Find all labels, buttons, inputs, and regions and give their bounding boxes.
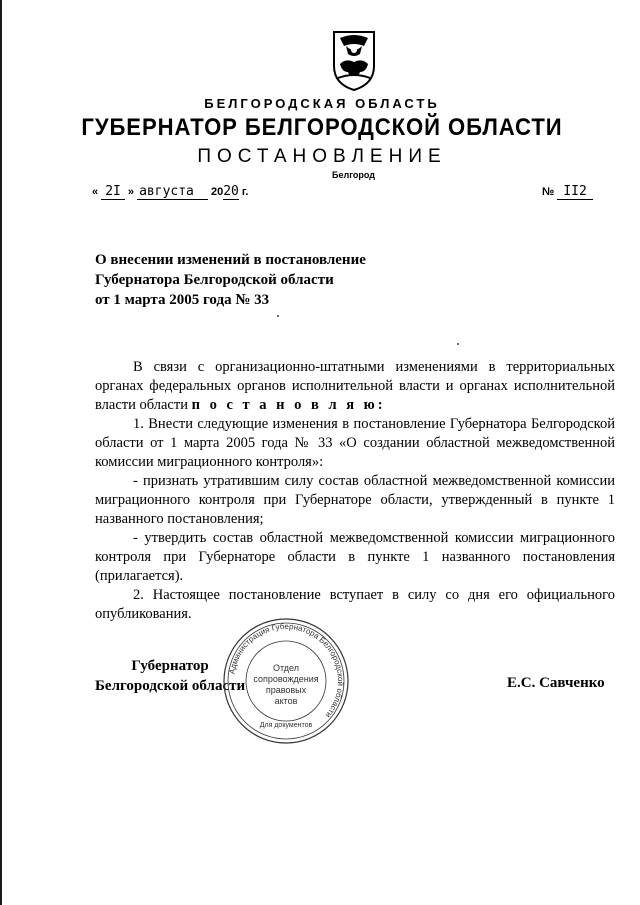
stamp-line-4: актов xyxy=(274,696,298,706)
document-type: ПОСТАНОВЛЕНИЕ xyxy=(197,146,447,167)
stamp-bottom-text: Для документов xyxy=(259,722,313,729)
postanovlyayu: п о с т а н о в л я ю: xyxy=(191,397,386,413)
document-date: « 2I » августа 2020 г. xyxy=(92,184,249,199)
item-1-a: - признать утратившим силу состав областной межведомственной комиссии миграционного контроля при Губернаторе области, утвержденный в пункте 1 названного постановления; xyxy=(95,473,615,527)
item-1: 1. Внести следующие изменения в постановление Губернатора Белгородской области от 1 марта 2005 года № 33 «О создании областной межведомственной комиссии миграционного контроля»: xyxy=(95,416,615,470)
signatory-title: Губернатор Белгородской области xyxy=(95,658,246,694)
oblast-heading: БЕЛГОРОДСКАЯ ОБЛАСТЬ xyxy=(204,96,440,111)
date-month: августа xyxy=(137,184,208,200)
item-2: 2. Настоящее постановление вступает в силу со дня его официального опубликования. xyxy=(95,587,615,622)
document-number: № II2 xyxy=(542,184,593,199)
date-year: 20 xyxy=(223,184,239,199)
governor-heading: ГУБЕРНАТОР БЕЛГОРОДСКОЙ ОБЛАСТИ xyxy=(81,114,563,141)
number-value: II2 xyxy=(557,184,592,200)
signatory-name: Е.С. Савченко xyxy=(507,675,605,691)
coat-of-arms-icon xyxy=(330,28,378,92)
stamp-line-2: сопровождения xyxy=(253,674,319,684)
document-subject: О внесении изменений в постановление Губернатора Белгородской области от 1 марта 2005 года № 33 xyxy=(95,252,366,308)
stamp-outer-text: Администрация Губернатора Белгородской области xyxy=(227,621,346,720)
stamp-line-1: Отдел xyxy=(272,663,300,673)
stamp-line-3: правовых xyxy=(265,685,307,695)
city-label: Белгород xyxy=(332,170,375,180)
intro-paragraph: В связи с организационно-штатными изменениями в территориальных органах федеральных органов исполнительной власти и органах исполнительной власти области п о с т а н о в л я ю: xyxy=(95,359,615,413)
scan-speck xyxy=(277,315,279,317)
date-day: 2I xyxy=(101,184,125,200)
document-body xyxy=(95,358,615,624)
item-1-b: - утвердить состав областной межведомственной комиссии миграционного контроля при Губернаторе области в пункте 1 названного постановления (прилагается). xyxy=(95,530,615,584)
official-stamp xyxy=(220,615,352,747)
scan-speck xyxy=(457,343,459,345)
